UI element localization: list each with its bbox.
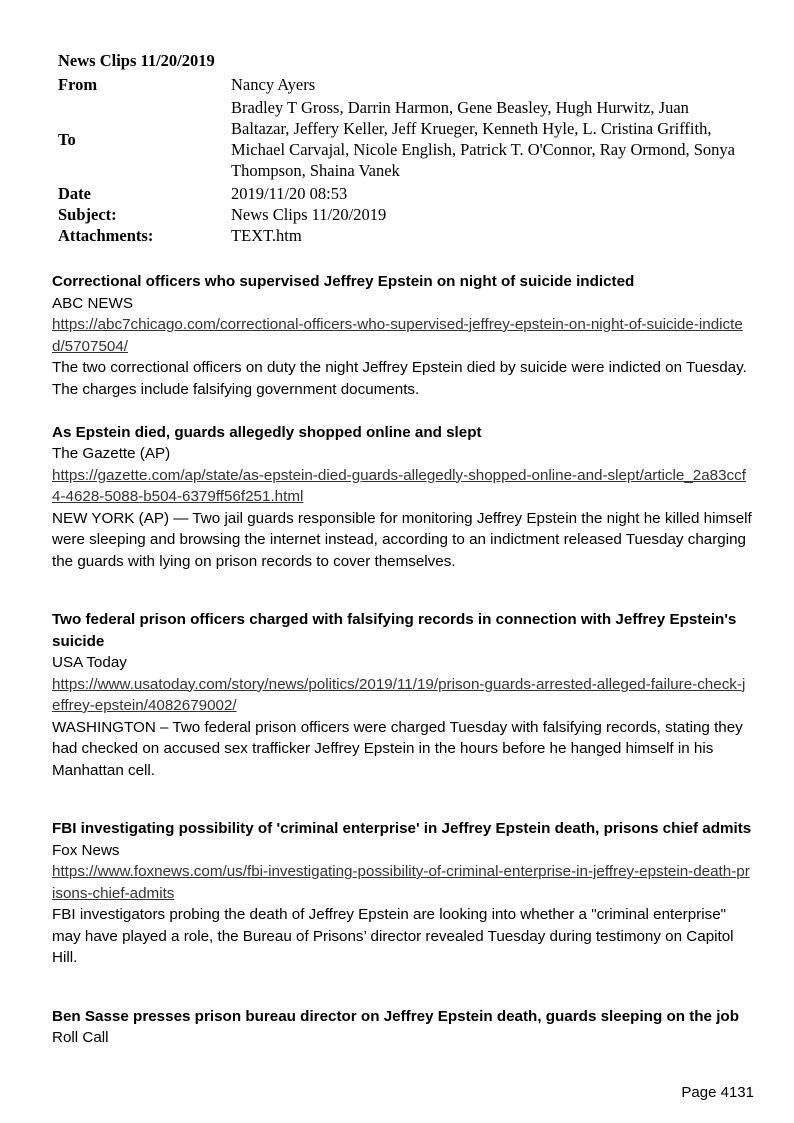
clip-link[interactable]: https://abc7chicago.com/correctional-officers-who-supervised-jeffrey-epstein-on-night-of-suicide-indicted/5707504/ bbox=[52, 316, 743, 355]
clip-title: Two federal prison officers charged with falsifying records in connection with Jeffrey Epstein's suicide bbox=[52, 611, 737, 650]
to-value: Bradley T Gross, Darrin Harmon, Gene Beasley, Hugh Hurwitz, Juan Baltazar, Jeffery Keller, Jeff Krueger, Kenneth Hyle, L. Cristina Griffith, Michael Carvajal, Nicole English, Patrick T. O'Connor, Ray Ormond, Sonya Thompson, Shaina Vanek bbox=[231, 98, 735, 180]
date-value: 2019/11/20 08:53 bbox=[231, 184, 348, 203]
clip-summary: The two correctional officers on duty the night Jeffrey Epstein died by suicide were indicted on Tuesday. The charges include falsifying government documents. bbox=[52, 359, 747, 398]
subject-value: News Clips 11/20/2019 bbox=[231, 205, 387, 224]
clip-source: ABC NEWS bbox=[52, 294, 134, 312]
attachments-row bbox=[58, 225, 738, 246]
clip-title: Correctional officers who supervised Jeffrey Epstein on night of suicide indicted bbox=[52, 273, 635, 290]
attachments-value: TEXT.htm bbox=[231, 226, 302, 245]
clip-source: Fox News bbox=[52, 841, 120, 859]
news-clip bbox=[52, 1006, 752, 1049]
email-title: News Clips 11/20/2019 bbox=[58, 51, 215, 70]
clip-summary: WASHINGTON – Two federal prison officers were charged Tuesday with falsifying records, stating they had checked on accused sex trafficker Jeffrey Epstein in the hours before he hanged himself in his Manhattan cell. bbox=[52, 718, 743, 779]
to-row bbox=[58, 97, 738, 181]
page-number: Page 4131 bbox=[681, 1084, 754, 1101]
from-value: Nancy Ayers bbox=[231, 75, 316, 94]
attachments-label: Attachments: bbox=[58, 226, 154, 245]
clip-link[interactable]: https://www.usatoday.com/story/news/politics/2019/11/19/prison-guards-arrested-alleged-failure-check-jeffrey-epstein/4082679002/ bbox=[52, 675, 746, 714]
from-row bbox=[58, 74, 738, 95]
news-clip bbox=[52, 271, 752, 400]
clip-summary: FBI investigators probing the death of Jeffrey Epstein are looking into whether a "criminal enterprise" may have played a role, the Bureau of Prisons’ director revealed Tuesday during testimony on Capitol Hill. bbox=[52, 906, 734, 966]
clip-source: The Gazette (AP) bbox=[52, 445, 171, 462]
clip-title: As Epstein died, guards allegedly shopped online and slept bbox=[52, 423, 482, 441]
clip-title: FBI investigating possibility of 'criminal enterprise' in Jeffrey Epstein death, prisons chief admits bbox=[52, 820, 752, 837]
news-clips-list bbox=[52, 271, 752, 1070]
clip-link[interactable]: https://www.foxnews.com/us/fbi-investigating-possibility-of-criminal-enterprise-in-jeffrey-epstein-death-prisons-chief-admits bbox=[52, 863, 750, 902]
subject-row bbox=[58, 204, 738, 225]
clip-summary: NEW YORK (AP) — Two jail guards responsible for monitoring Jeffrey Epstein the night he killed himself were sleeping and browsing the internet instead, according to an indictment released Tuesday charging the guards with lying on prison records to cover themselves. bbox=[52, 509, 752, 570]
news-clip bbox=[52, 422, 752, 573]
news-clip bbox=[52, 609, 752, 781]
clip-source: Roll Call bbox=[52, 1029, 109, 1046]
date-row bbox=[58, 183, 738, 204]
date-label: Date bbox=[58, 184, 91, 203]
clip-source: USA Today bbox=[52, 654, 127, 671]
email-header bbox=[58, 50, 738, 246]
clip-link[interactable]: https://gazette.com/ap/state/as-epstein-died-guards-allegedly-shopped-online-and-slept/article_2a83ccf4-4628-5088-b504-6379ff56f251.html bbox=[52, 466, 746, 505]
clip-title: Ben Sasse presses prison bureau director on Jeffrey Epstein death, guards sleeping on the job bbox=[52, 1007, 739, 1025]
subject-label: Subject: bbox=[58, 205, 117, 224]
to-label: To bbox=[58, 129, 76, 149]
news-clip bbox=[52, 818, 752, 969]
from-label: From bbox=[58, 75, 98, 94]
